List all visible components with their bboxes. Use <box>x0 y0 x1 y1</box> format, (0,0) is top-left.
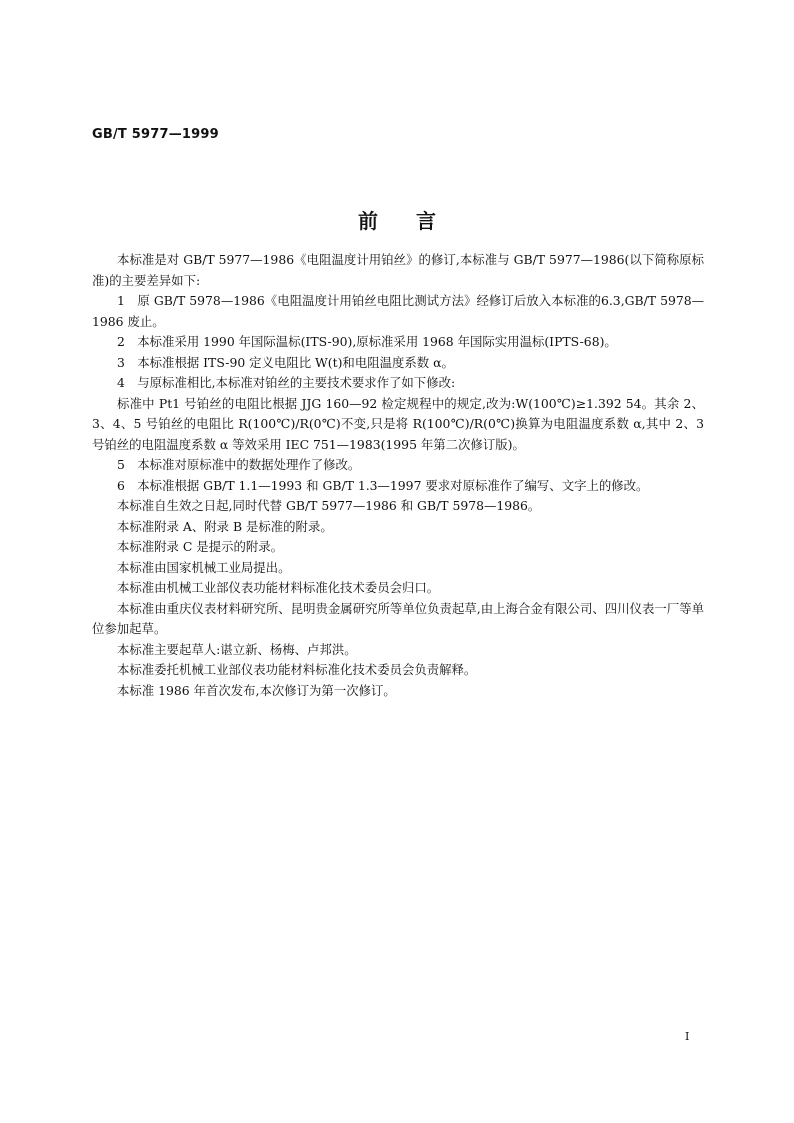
paragraph: 1 原 GB/T 5978—1986《电阻温度计用铂丝电阻比测试方法》经修订后放入本标准的6.3,GB/T 5978—1986 废止。 <box>92 293 704 329</box>
paragraph: 本标准 1986 年首次发布,本次修订为第一次修订。 <box>117 682 396 698</box>
paragraph: 2 本标准采用 1990 年国际温标(ITS-90),原标准采用 1968 年国际实用温标(IPTS-68)。 <box>117 334 617 349</box>
paragraph: 本标准由重庆仪表材料研究所、昆明贵金属研究所等单位负责起草,由上海合金有限公司、四川仪表一厂等单位参加起草。 <box>92 600 704 636</box>
foreword-body <box>92 250 704 701</box>
page-number: I <box>685 1030 690 1043</box>
paragraph: 本标准自生效之日起,同时代替 GB/T 5977—1986 和 GB/T 5978—1986。 <box>117 498 541 513</box>
paragraph: 本标准委托机械工业部仪表功能材料标准化技术委员会负责解释。 <box>117 662 477 677</box>
paragraph: 4 与原标准相比,本标准对铂丝的主要技术要求作了如下修改: <box>117 375 456 390</box>
paragraph: 本标准附录 C 是提示的附录。 <box>117 539 284 554</box>
paragraph: 本标准由国家机械工业局提出。 <box>117 559 291 575</box>
paragraph: 5 本标准对原标准中的数据处理作了修改。 <box>117 457 361 472</box>
paragraph: 本标准是对 GB/T 5977—1986《电阻温度计用铂丝》的修订,本标准与 GB/T 5977—1986(以下简称原标准)的主要差异如下: <box>92 252 704 288</box>
paragraph: 6 本标准根据 GB/T 1.1—1993 和 GB/T 1.3—1997 要求对原标准作了编写、文字上的修改。 <box>117 477 649 493</box>
document-code: GB/T 5977—1999 <box>92 127 219 142</box>
paragraph: 本标准由机械工业部仪表功能材料标准化技术委员会归口。 <box>117 580 440 595</box>
paragraph: 标准中 Pt1 号铂丝的电阻比根据 JJG 160—92 检定规程中的规定,改为:W(100℃)≥1.392 54。其余 2、3、4、5 号铂丝的电阻比 R(100℃)/R(0℃)不变,只是将 R(100℃)/R(0℃)换算为电阻温度系数 α,其中 2、3 号铂丝的电阻温度系数 α 等效采用 IEC 751—1983(1995 年第二次修订版)。 <box>92 395 704 452</box>
paragraph: 3 本标准根据 ITS-90 定义电阻比 W(t)和电阻温度系数 α。 <box>117 354 454 370</box>
paragraph: 本标准主要起草人:谌立新、杨梅、卢邦洪。 <box>117 641 357 657</box>
paragraph: 本标准附录 A、附录 B 是标准的附录。 <box>117 518 333 534</box>
page-title: 前言 <box>358 209 474 233</box>
